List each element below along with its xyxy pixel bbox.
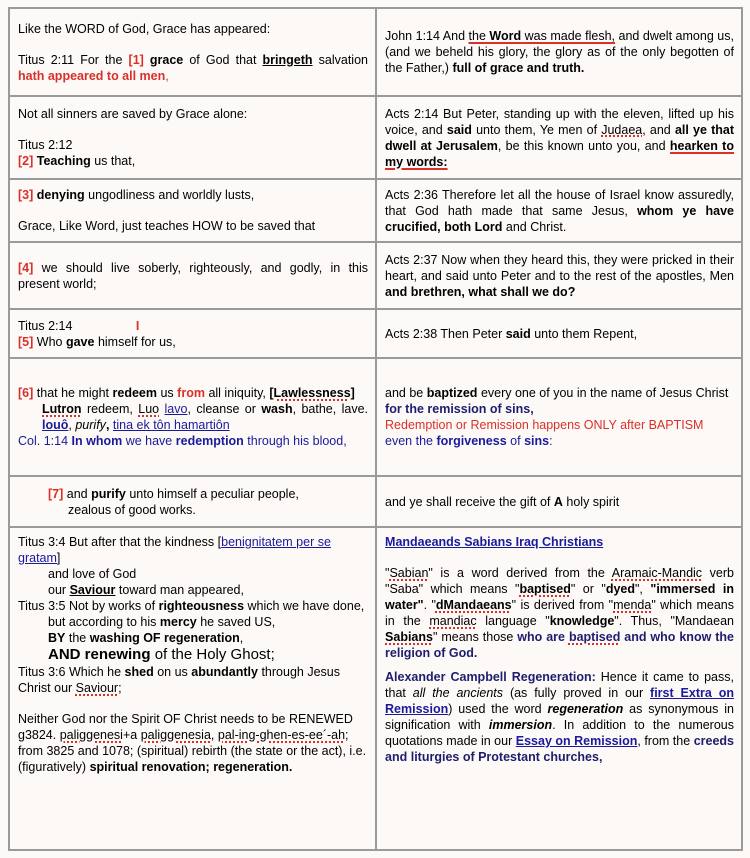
note-text: "Sabian" is a word derived from the Aramaic-Mandic verb "Saba" which means "baptised" or "dyed", "immersed in water". "dMandaeans" is derived from "menda" which means in the mandiac language "knowledge". Thus, "Mandaean Sabians" means those who are baptised and who know the religion of God. xyxy=(385,566,734,660)
right-cell xyxy=(376,8,742,96)
table-row xyxy=(9,358,742,476)
left-cell xyxy=(9,309,376,358)
verse-text: even the forgiveness of sins: xyxy=(385,434,553,448)
verse-text: and ye shall receive the gift of A holy spirit xyxy=(385,494,620,509)
essay-remission-link[interactable]: Essay on Remission xyxy=(515,734,638,748)
verse-text: Acts 2:36 Therefore let all the house of Israel know assuredly, that God hath made that same Jesus, whom ye have crucified, both Lord and Christ. xyxy=(385,187,734,234)
verse-text: [7] and purify unto himself a peculiar people, xyxy=(48,486,299,501)
right-cell xyxy=(376,96,742,179)
verse-text: [2] Teaching us that, xyxy=(18,154,136,168)
verse-text: Acts 2:14 But Peter, standing up with the eleven, lifted up his voice, and said unto them, Ye men of Judaea, and all ye that dwell at Jerusalem, be this known unto you, and hearken to my words: xyxy=(385,106,735,169)
left-cell xyxy=(9,242,376,309)
left-cell xyxy=(9,476,376,527)
right-cell xyxy=(376,179,742,242)
verse-text: and be baptized every one of you in the name of Jesus Christ xyxy=(385,386,729,400)
note-text: Alexander Campbell Regeneration: Hence it came to pass, that all the ancients (as fully proved in our first Extra on Remission) used the word regeneration as synonymous in signification with immersion. In addition to the numerous quotations made in our Essay on Remission, from the creeds and liturgies of Protestant churches, xyxy=(385,670,734,764)
verse-text-cont: but according to his mercy he saved US, xyxy=(48,615,276,629)
left-cell xyxy=(9,527,376,850)
verse-text: Titus 3:4 But after that the kindness [benignitatem per se gratam] xyxy=(18,535,331,565)
greek-note: Lutron redeem, Luo lavo, cleanse or wash, bathe, lave. louô, purify, tina ek tôn hamartiôn xyxy=(42,402,369,432)
verse-text: Titus 3:5 Not by works of righteousness which we have done, xyxy=(18,599,365,613)
table-row xyxy=(9,8,742,96)
verse-ref: Titus 2:14 I xyxy=(18,318,140,333)
verse-text: [6] that he might redeem us from all iniquity, [Lawlessness] xyxy=(18,386,355,400)
intro-text: Not all sinners are saved by Grace alone: xyxy=(18,107,248,121)
right-cell xyxy=(376,476,742,527)
note-text: Redemption or Remission happens ONLY after BAPTISM xyxy=(385,418,704,432)
table-row xyxy=(9,476,742,527)
table-row xyxy=(9,309,742,358)
left-cell xyxy=(9,179,376,242)
verse-text: Col. 1:14 In whom we have redemption through his blood, xyxy=(18,434,347,448)
note-text: Neither God nor the Spirit OF Christ needs to be RENEWED g3824. paliggenesi+a paliggenesia, pal-ing-ghen-es-ee´-ah; from 3825 and 1078; (spiritual) rebirth (the state or the act), i.e. (figuratively) spiritual renovation; regeneration. xyxy=(18,712,367,774)
verse-text: Titus 3:6 Which he shed on us abundantly through Jesus Christ our Saviour; xyxy=(18,665,340,695)
first-extra-link[interactable]: first Extra on Remission xyxy=(385,686,734,716)
verse-text: for the remission of sins, xyxy=(385,402,534,416)
cursor-mark: I xyxy=(135,318,140,333)
table-row xyxy=(9,179,742,242)
verse-text: Titus 2:11 For the [1] grace of God that bringeth salvation hath appeared to all men, xyxy=(18,52,368,83)
table-row xyxy=(9,527,742,850)
intro-text: Like the WORD of God, Grace has appeared: xyxy=(18,21,271,36)
verse-text: Acts 2:38 Then Peter said unto them Repent, xyxy=(385,326,638,341)
left-cell xyxy=(9,8,376,96)
verse-text-cont: AND renewing of the Holy Ghost; xyxy=(48,646,275,663)
verse-text: [5] Who gave himself for us, xyxy=(18,334,176,349)
right-cell xyxy=(376,358,742,476)
verse-text: [4] we should live soberly, righteously, and godly, in this present world; xyxy=(18,260,369,291)
verse-text: John 1:14 And the Word was made flesh, and dwelt among us, (and we beheld his glory, the glory as of the only begotten of the Father,) full of grace and truth. xyxy=(385,29,734,75)
left-cell xyxy=(9,96,376,179)
verse-text: [3] denying ungodliness and worldly lusts, xyxy=(18,188,255,202)
verse-text-cont: our Saviour toward man appeared, xyxy=(48,583,244,597)
note-text: Grace, Like Word, just teaches HOW to be saved that xyxy=(18,219,316,233)
right-cell xyxy=(376,242,742,309)
verse-text-cont: BY the washing OF regeneration, xyxy=(48,631,244,645)
verse-text-cont: zealous of good works. xyxy=(68,502,196,517)
verse-text: Acts 2:37 Now when they heard this, they were pricked in their heart, and said unto Peter and to the rest of the apostles, Men and brethren, what shall we do? xyxy=(385,252,734,299)
table-row xyxy=(9,242,742,309)
left-cell xyxy=(9,358,376,476)
scripture-comparison-table xyxy=(8,7,743,851)
table-row xyxy=(9,96,742,179)
right-cell xyxy=(376,527,742,850)
section-heading-link[interactable]: Mandaeands Sabians Iraq Christians xyxy=(385,535,604,549)
verse-ref: Titus 2:12 xyxy=(18,138,73,152)
right-cell xyxy=(376,309,742,358)
verse-text-cont: and love of God xyxy=(48,567,137,581)
